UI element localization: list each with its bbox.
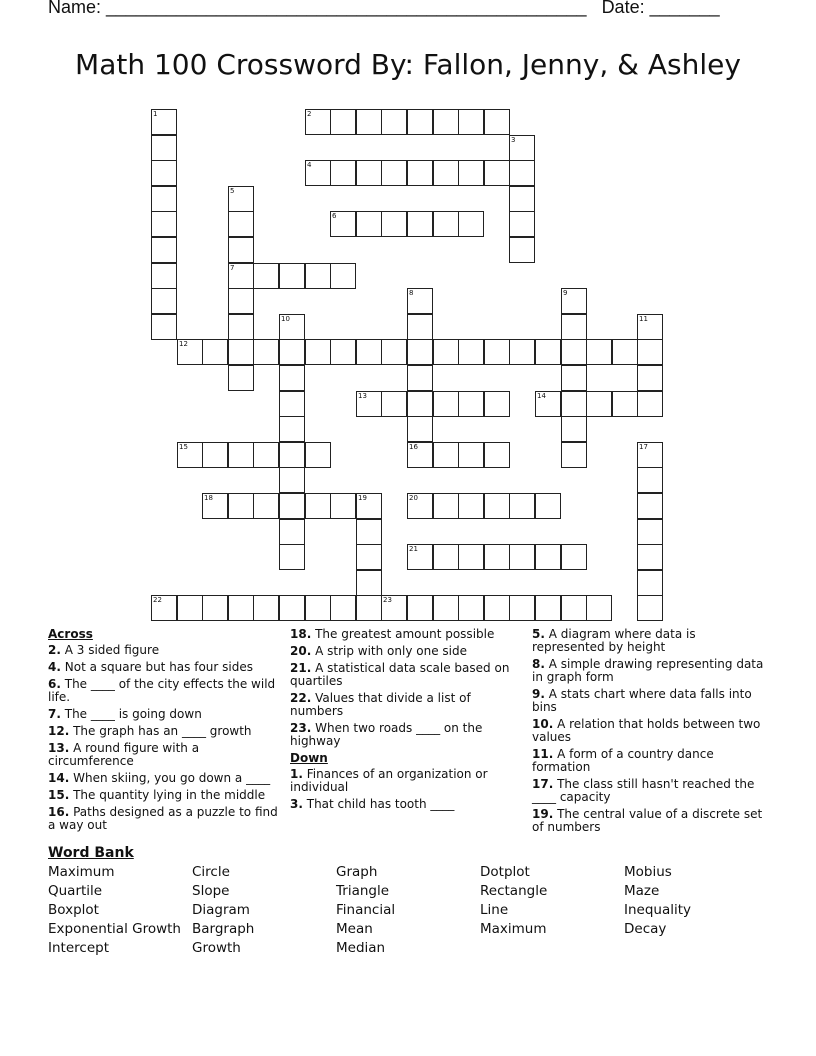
- crossword-cell[interactable]: [330, 263, 356, 289]
- crossword-cell[interactable]: [279, 493, 305, 519]
- clue-down-3: 3. That child has tooth ____: [290, 797, 455, 811]
- crossword-cell[interactable]: [253, 442, 279, 468]
- word-bank-item: Graph: [336, 864, 378, 880]
- crossword-cell[interactable]: [228, 339, 254, 365]
- clue-number: 17: [639, 443, 648, 451]
- crossword-cell[interactable]: [330, 109, 356, 135]
- clues-column-3: [532, 628, 768, 838]
- crossword-cell[interactable]: [330, 160, 356, 186]
- crossword-cell[interactable]: [279, 314, 305, 340]
- crossword-cell[interactable]: [356, 519, 382, 545]
- crossword-cell[interactable]: [612, 339, 638, 365]
- crossword-cell[interactable]: [305, 595, 331, 621]
- crossword-cell[interactable]: [356, 570, 382, 596]
- clue-number: 16: [409, 443, 418, 451]
- crossword-cell[interactable]: [305, 442, 331, 468]
- clue-number: 20: [409, 494, 418, 502]
- crossword-cell[interactable]: [509, 339, 535, 365]
- word-bank-item: Intercept: [48, 940, 109, 956]
- crossword-cell[interactable]: [637, 391, 663, 417]
- clue-down-17: 17. The class still hasn't reached the ____ capacity: [532, 777, 755, 804]
- crossword-cell[interactable]: [509, 493, 535, 519]
- crossword-cell[interactable]: [330, 211, 356, 237]
- crossword-cell[interactable]: [458, 493, 484, 519]
- crossword-cell[interactable]: [151, 160, 177, 186]
- crossword-cell[interactable]: [356, 493, 382, 519]
- clue-across-18: 18. The greatest amount possible: [290, 627, 495, 641]
- crossword-cell[interactable]: [433, 544, 459, 570]
- crossword-cell[interactable]: [484, 339, 510, 365]
- crossword-cell[interactable]: [177, 339, 203, 365]
- clue-across-16: 16. Paths designed as a puzzle to find a way out: [48, 805, 278, 832]
- crossword-cell[interactable]: [202, 595, 228, 621]
- crossword-cell[interactable]: [561, 442, 587, 468]
- crossword-cell[interactable]: [381, 211, 407, 237]
- crossword-cell[interactable]: [228, 237, 254, 263]
- word-bank-item: Circle: [192, 864, 230, 880]
- crossword-cell[interactable]: [637, 544, 663, 570]
- crossword-cell[interactable]: [407, 109, 433, 135]
- crossword-cell[interactable]: [433, 493, 459, 519]
- date-blank[interactable]: _______: [649, 0, 720, 17]
- crossword-cell[interactable]: [433, 595, 459, 621]
- crossword-cell[interactable]: [151, 288, 177, 314]
- clues-column-2: [290, 628, 520, 815]
- crossword-cell[interactable]: [151, 135, 177, 161]
- crossword-cell[interactable]: [305, 160, 331, 186]
- clue-across-7: 7. The ____ is going down: [48, 707, 202, 721]
- crossword-cell[interactable]: [151, 211, 177, 237]
- crossword-cell[interactable]: [279, 519, 305, 545]
- word-bank-item: Rectangle: [480, 883, 548, 899]
- crossword-cell[interactable]: [407, 288, 433, 314]
- word-bank-item: Maze: [624, 883, 660, 899]
- crossword-cell[interactable]: [484, 493, 510, 519]
- clue-across-22: 22. Values that divide a list of numbers: [290, 691, 471, 718]
- crossword-cell[interactable]: [535, 595, 561, 621]
- crossword-cell[interactable]: [458, 339, 484, 365]
- crossword-cell[interactable]: [433, 391, 459, 417]
- crossword-cell[interactable]: [177, 595, 203, 621]
- clue-number: 4: [307, 161, 312, 169]
- crossword-cell[interactable]: [561, 544, 587, 570]
- word-bank-item: Decay: [624, 921, 667, 937]
- crossword-cell[interactable]: [228, 186, 254, 212]
- clue-number: 9: [563, 289, 568, 297]
- clue-number: 7: [230, 264, 235, 272]
- clue-across-23: 23. When two roads ____ on the highway: [290, 721, 483, 748]
- crossword-cell[interactable]: [228, 493, 254, 519]
- name-date-line: [48, 0, 748, 18]
- clue-across-20: 20. A strip with only one side: [290, 644, 467, 658]
- crossword-cell[interactable]: [228, 263, 254, 289]
- word-bank-item: Mobius: [624, 864, 672, 880]
- crossword-cell[interactable]: [637, 314, 663, 340]
- crossword-cell[interactable]: [253, 339, 279, 365]
- word-bank-item: Financial: [336, 902, 396, 918]
- crossword-cell[interactable]: [177, 442, 203, 468]
- crossword-cell[interactable]: [381, 160, 407, 186]
- crossword-cell[interactable]: [637, 595, 663, 621]
- crossword-cell[interactable]: [279, 467, 305, 493]
- crossword-cell[interactable]: [228, 365, 254, 391]
- clue-number: 10: [281, 315, 290, 323]
- crossword-cell[interactable]: [151, 595, 177, 621]
- crossword-cell[interactable]: [535, 391, 561, 417]
- crossword-cell[interactable]: [330, 339, 356, 365]
- crossword-cell[interactable]: [356, 160, 382, 186]
- crossword-cell[interactable]: [637, 442, 663, 468]
- crossword-cell[interactable]: [151, 237, 177, 263]
- crossword-cell[interactable]: [637, 493, 663, 519]
- crossword-cell[interactable]: [279, 544, 305, 570]
- clue-number: 11: [639, 315, 648, 323]
- clue-number: 6: [332, 212, 337, 220]
- crossword-cell[interactable]: [407, 314, 433, 340]
- crossword-cell[interactable]: [228, 288, 254, 314]
- crossword-cell[interactable]: [586, 391, 612, 417]
- crossword-cell[interactable]: [228, 595, 254, 621]
- page-title: Math 100 Crossword By: Fallon, Jenny, & Ashley: [75, 48, 741, 81]
- word-bank-item: Dotplot: [480, 864, 530, 880]
- clue-across-2: 2. A 3 sided figure: [48, 643, 160, 657]
- crossword-cell[interactable]: [509, 160, 535, 186]
- word-bank-item: Boxplot: [48, 902, 99, 918]
- clue-number: 19: [358, 494, 367, 502]
- clue-number: 22: [153, 596, 162, 604]
- clue-number: 8: [409, 289, 414, 297]
- crossword-cell[interactable]: [407, 544, 433, 570]
- crossword-cell[interactable]: [561, 314, 587, 340]
- word-bank-item: Median: [336, 940, 386, 956]
- across-heading: Across: [48, 627, 93, 641]
- crossword-cell[interactable]: [586, 339, 612, 365]
- crossword-cell[interactable]: [202, 339, 228, 365]
- word-bank-item: Triangle: [336, 883, 390, 899]
- crossword-cell[interactable]: [407, 160, 433, 186]
- crossword-cell[interactable]: [228, 314, 254, 340]
- crossword-cell[interactable]: [253, 493, 279, 519]
- crossword-cell[interactable]: [458, 442, 484, 468]
- crossword-cell[interactable]: [535, 493, 561, 519]
- clue-across-21: 21. A statistical data scale based on quartiles: [290, 661, 510, 688]
- crossword-cell[interactable]: [433, 109, 459, 135]
- crossword-cell[interactable]: [356, 109, 382, 135]
- crossword-cell[interactable]: [279, 442, 305, 468]
- crossword-cell[interactable]: [279, 391, 305, 417]
- crossword-cell[interactable]: [381, 391, 407, 417]
- crossword-cell[interactable]: [305, 493, 331, 519]
- crossword-cell[interactable]: [458, 544, 484, 570]
- word-bank-column-2: [192, 863, 254, 958]
- word-bank-item: Quartile: [48, 883, 103, 899]
- crossword-cell[interactable]: [637, 339, 663, 365]
- word-bank-item: Diagram: [192, 902, 250, 918]
- crossword-cell[interactable]: [356, 595, 382, 621]
- clue-number: 3: [511, 136, 516, 144]
- crossword-cell[interactable]: [305, 263, 331, 289]
- clue-number: 2: [307, 110, 312, 118]
- clue-down-5: 5. A diagram where data is represented by height: [532, 627, 696, 654]
- crossword-cell[interactable]: [561, 391, 587, 417]
- crossword-cell[interactable]: [253, 595, 279, 621]
- crossword-cell[interactable]: [458, 391, 484, 417]
- clue-number: 12: [179, 340, 188, 348]
- crossword-cell[interactable]: [433, 442, 459, 468]
- crossword-cell[interactable]: [433, 339, 459, 365]
- clue-down-8: 8. A simple drawing representing data in graph form: [532, 657, 764, 684]
- clue-across-12: 12. The graph has an ____ growth: [48, 724, 252, 738]
- crossword-cell[interactable]: [305, 339, 331, 365]
- crossword-cell[interactable]: [330, 595, 356, 621]
- crossword-cell[interactable]: [561, 365, 587, 391]
- crossword-cell[interactable]: [458, 211, 484, 237]
- word-bank-item: Exponential Growth: [48, 921, 181, 937]
- crossword-cell[interactable]: [279, 365, 305, 391]
- crossword-cell[interactable]: [279, 595, 305, 621]
- crossword-cell[interactable]: [433, 211, 459, 237]
- clue-down-10: 10. A relation that holds between two values: [532, 717, 761, 744]
- clue-across-15: 15. The quantity lying in the middle: [48, 788, 266, 802]
- crossword-cell[interactable]: [228, 442, 254, 468]
- crossword-cell[interactable]: [381, 339, 407, 365]
- crossword-cell[interactable]: [484, 595, 510, 621]
- crossword-cell[interactable]: [305, 109, 331, 135]
- crossword-cell[interactable]: [356, 391, 382, 417]
- clue-number: 13: [358, 392, 367, 400]
- clue-down-1: 1. Finances of an organization or individual: [290, 767, 488, 794]
- clue-across-13: 13. A round figure with a circumference: [48, 741, 200, 768]
- clue-across-6: 6. The ____ of the city effects the wild life.: [48, 677, 276, 704]
- word-bank-item: Bargraph: [192, 921, 255, 937]
- name-label: Name:: [48, 0, 102, 17]
- crossword-cell[interactable]: [458, 109, 484, 135]
- crossword-cell[interactable]: [509, 135, 535, 161]
- clue-down-11: 11. A form of a country dance formation: [532, 747, 714, 774]
- crossword-cell[interactable]: [407, 442, 433, 468]
- crossword-cell[interactable]: [279, 339, 305, 365]
- crossword-cell[interactable]: [151, 109, 177, 135]
- crossword-cell[interactable]: [637, 519, 663, 545]
- crossword-cell[interactable]: [484, 160, 510, 186]
- crossword-cell[interactable]: [484, 442, 510, 468]
- crossword-cell[interactable]: [458, 160, 484, 186]
- crossword-cell[interactable]: [356, 544, 382, 570]
- crossword-cell[interactable]: [279, 263, 305, 289]
- clue-across-4: 4. Not a square but has four sides: [48, 660, 253, 674]
- crossword-cell[interactable]: [151, 186, 177, 212]
- clue-number: 5: [230, 187, 235, 195]
- word-bank-item: Slope: [192, 883, 230, 899]
- crossword-cell[interactable]: [561, 288, 587, 314]
- crossword-cell[interactable]: [151, 314, 177, 340]
- crossword-cell[interactable]: [407, 391, 433, 417]
- crossword-cell[interactable]: [458, 595, 484, 621]
- crossword-cell[interactable]: [407, 595, 433, 621]
- crossword-cell[interactable]: [279, 416, 305, 442]
- clue-number: 14: [537, 392, 546, 400]
- crossword-cell[interactable]: [586, 595, 612, 621]
- crossword-cell[interactable]: [484, 391, 510, 417]
- crossword-cell[interactable]: [509, 544, 535, 570]
- crossword-cell[interactable]: [484, 544, 510, 570]
- crossword-cell[interactable]: [509, 211, 535, 237]
- word-bank-column-5: [624, 863, 691, 939]
- crossword-cell[interactable]: [356, 211, 382, 237]
- crossword-cell[interactable]: [228, 211, 254, 237]
- word-bank-item: Maximum: [48, 864, 115, 880]
- word-bank-item: Line: [480, 902, 509, 918]
- clue-number: 1: [153, 110, 158, 118]
- clue-down-19: 19. The central value of a discrete set of numbers: [532, 807, 763, 834]
- clues-column-1: [48, 628, 283, 836]
- crossword-cell[interactable]: [407, 211, 433, 237]
- crossword-cell[interactable]: [612, 391, 638, 417]
- crossword-cell[interactable]: [433, 160, 459, 186]
- clue-number: 18: [204, 494, 213, 502]
- crossword-cell[interactable]: [535, 544, 561, 570]
- crossword-cell[interactable]: [356, 339, 382, 365]
- crossword-cell[interactable]: [381, 595, 407, 621]
- word-bank-column-3: [336, 863, 395, 958]
- crossword-cell[interactable]: [407, 416, 433, 442]
- crossword-cell[interactable]: [407, 365, 433, 391]
- date-label: Date:: [601, 0, 645, 17]
- clue-down-9: 9. A stats chart where data falls into bins: [532, 687, 752, 714]
- crossword-cell[interactable]: [561, 416, 587, 442]
- crossword-cell[interactable]: [202, 442, 228, 468]
- clue-across-14: 14. When skiing, you go down a ____: [48, 771, 271, 785]
- crossword-cell[interactable]: [407, 339, 433, 365]
- crossword-cell[interactable]: [535, 339, 561, 365]
- crossword-cell[interactable]: [202, 493, 228, 519]
- crossword-cell[interactable]: [407, 493, 433, 519]
- crossword-cell[interactable]: [561, 339, 587, 365]
- clue-number: 15: [179, 443, 188, 451]
- word-bank-title: Word Bank: [48, 845, 134, 861]
- crossword-cell[interactable]: [509, 237, 535, 263]
- crossword-cell[interactable]: [381, 109, 407, 135]
- crossword-cell[interactable]: [509, 595, 535, 621]
- down-heading: Down: [290, 751, 328, 765]
- clue-number: 23: [383, 596, 392, 604]
- word-bank-item: Growth: [192, 940, 241, 956]
- crossword-cell[interactable]: [253, 263, 279, 289]
- crossword-cell[interactable]: [561, 595, 587, 621]
- name-blank[interactable]: ________________________________________________: [106, 0, 587, 17]
- crossword-cell[interactable]: [151, 263, 177, 289]
- crossword-cell[interactable]: [637, 570, 663, 596]
- clue-number: 21: [409, 545, 418, 553]
- word-bank-column-4: [480, 863, 547, 939]
- crossword-cell[interactable]: [330, 493, 356, 519]
- word-bank-column-1: [48, 863, 181, 958]
- crossword-cell[interactable]: [637, 467, 663, 493]
- crossword-cell[interactable]: [484, 109, 510, 135]
- crossword-cell[interactable]: [509, 186, 535, 212]
- word-bank-item: Inequality: [624, 902, 692, 918]
- crossword-cell[interactable]: [637, 365, 663, 391]
- word-bank-item: Maximum: [480, 921, 547, 937]
- word-bank-item: Mean: [336, 921, 373, 937]
